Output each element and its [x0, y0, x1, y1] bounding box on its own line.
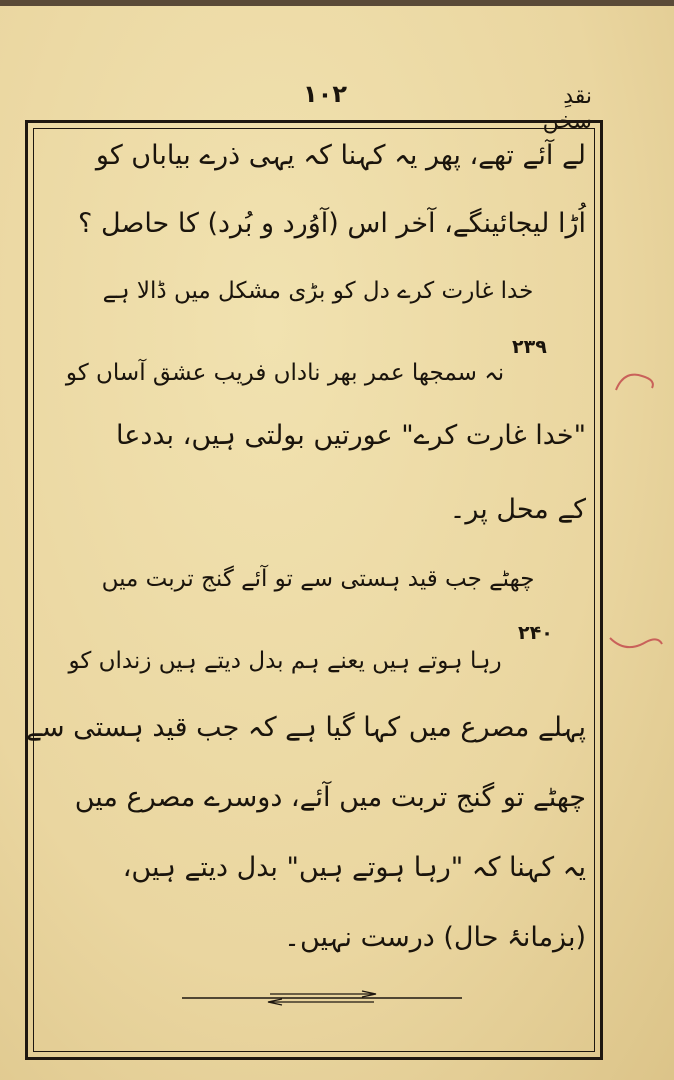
body-line-6: چھٹے تو گنج تربت میں آئے، دوسرے مصرع میں [74, 782, 586, 813]
body-line-8: (بزمانۂ حال) درست نہیں۔ [284, 922, 586, 953]
running-header-title: نقدِ سخن [542, 84, 592, 134]
page-number: ۱۰۲ [303, 80, 347, 108]
red-margin-mark-2 [606, 628, 666, 658]
verse-240-first-misra: چھٹے جب قید ہستی سے تو آئے گنج تربت میں [101, 566, 535, 592]
body-line-3: "خدا غارت کرے" عورتیں بولتی ہیں، بددعا [115, 420, 586, 451]
body-line-4: کے محل پر۔ [449, 494, 586, 525]
verse-239-first-misra: خدا غارت کرے دل کو بڑی مشکل میں ڈالا ہے [102, 278, 534, 304]
body-line-2: اُڑا لیجائینگے، آخر اس (آوُرد و بُرد) کا حاصل ؟ [78, 208, 586, 239]
body-line-5: پہلے مصرع میں کہا گیا ہے کہ جب قید ہستی سے [26, 712, 586, 743]
body-line-7: یہ کہنا کہ "رہا ہوتے ہیں" بدل دیتے ہیں، [122, 852, 586, 883]
body-line-1: لے آئے تھے، پھر یہ کہنا کہ یہی ذرے بیاباں کو [95, 140, 586, 171]
page-top-edge [0, 0, 674, 6]
closing-ornament-rule [182, 990, 462, 1006]
verse-240-second-misra: رہا ہوتے ہیں یعنے ہم بدل دیتے ہیں زنداں کو [68, 648, 502, 674]
red-margin-mark-1 [612, 366, 662, 396]
verse-240-number: ۲۴۰ [518, 622, 553, 644]
verse-239-number: ۲۳۹ [512, 336, 547, 358]
verse-239-second-misra: نہ سمجھا عمر بھر ناداں فریب عشق آساں کو [65, 360, 505, 386]
